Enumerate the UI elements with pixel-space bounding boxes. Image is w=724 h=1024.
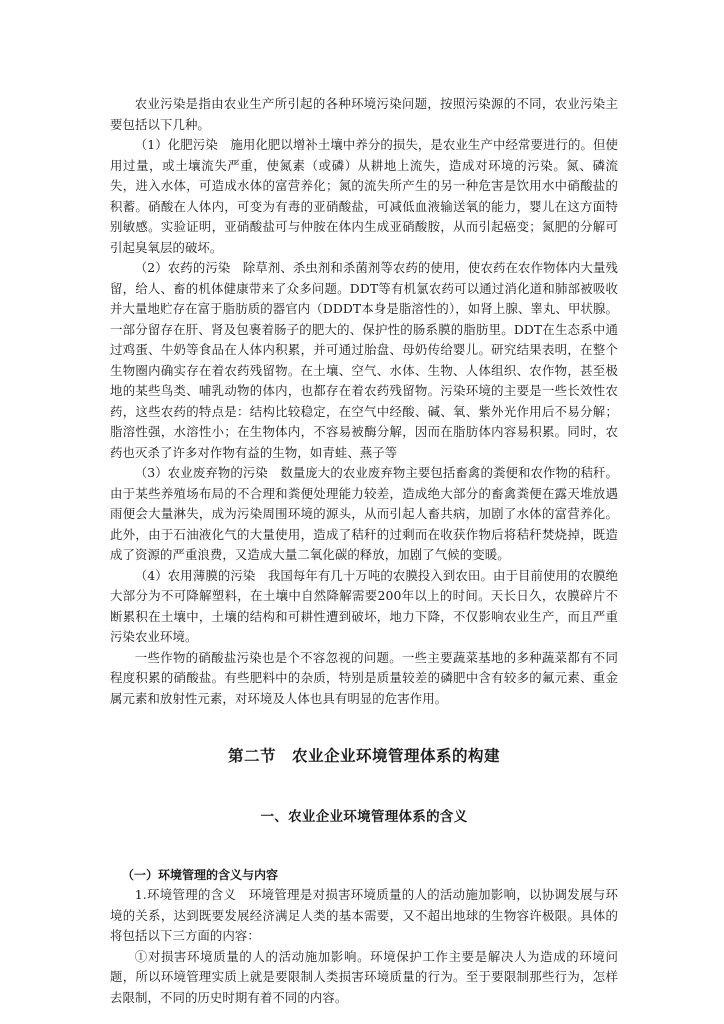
paragraph-management-definition: 1.环境管理的含义 环境管理是对损害环境质量的人的活动施加影响，以协调发展与环境的关系，达到既要发展经济满足人类的基本需要，又不超出地球的生物容许极限。具体的将包括以下三方面的内容： xyxy=(110,887,618,943)
paragraph-nitrate-pollution: 一些作物的硝酸盐污染也是个不容忽视的问题。一些主要蔬菜基地的多种蔬菜都有不同程度积累的硝酸盐。有些肥料中的杂质，特别是质量较差的磷肥中含有较多的氟元素、重金属元素和放射性元素，对环境及人体也具有明显的危害作用。 xyxy=(110,649,618,706)
subsection-title: 一、农业企业环境管理体系的含义 xyxy=(260,809,468,825)
paragraph-pesticide-pollution: （2）农药的污染 除草剂、杀虫剂和杀菌剂等农药的使用，使农药在农作物体内大量残留，给人、畜的机体健康带来了众多问题。DDT等有机氯农药可以通过消化道和肺部被吸收并大量地贮存在富于脂肪质的器官内（DDDT本身是脂溶性的），如肾上腺、睾丸、甲状腺。一部分留存在肝、肾及包裹着肠子的肥大的、保护性的肠系膜的脂肪里。DDT在生态系中通过鸡蛋、牛奶等食品在人体内积累，并可通过胎盘、母奶传给婴儿。研究结果表明，在整个生物圈内确实存在着农药残留物。在土壤、空气、水体、生物、人体组织、农作物，甚至极地的某些鸟类、哺乳动物的体内，也都存在着农药残留物。污染环境的主要是一些长效性农药，这些农药的特点是：结构比较稳定，在空气中经酸、碱、氧、紫外光作用后不易分解；脂溶性强，水溶性小；在生物体内，不容易被酶分解，因而在脂肪体内容易积累。同时，农药也灭杀了许多对作物有益的生物，如青蛙、燕子等 xyxy=(110,260,618,460)
document-body xyxy=(110,94,618,1008)
paragraph-management-item-1: ①对损害环境质量的人的活动施加影响。环境保护工作主要是解决人为造成的环境问题，所以环境管理实质上就是要限制人类损害环境质量的行为。至于要限制那些行为，怎样去限制，不同的历史时期有着不同的内容。 xyxy=(110,948,618,1005)
paragraph-fertilizer-pollution: （1）化肥污染 施用化肥以增补土壤中养分的损失，是农业生产中经常要进行的。但使用过量，或土壤流失严重，使氮素（或磷）从耕地上流失，造成对环境的污染。氮、磷流失，进入水体，可造成水体的富营养化；氮的流失所产生的另一种危害是饮用水中硝酸盐的积蓄。硝酸在人体内，可变为有毒的亚硝酸盐，可减低血液输送氧的能力，婴儿在这方面特别敏感。实验证明，亚硝酸盐可与仲胺在体内生成亚硝酸胺，从而引起癌变；氮肥的分解可引起臭氧层的破坏。 xyxy=(110,137,618,255)
paragraph-waste-pollution: （3）农业废弃物的污染 数量庞大的农业废弃物主要包括畜禽的粪便和农作物的秸秆。由于某些养殖场布局的不合理和粪便处理能力较差，造成绝大部分的畜禽粪便在露天堆放遇雨便会大量淋失，成为污染周围环境的源头，从而引起人畜共病，加剧了水体的富营养化。此外，由于石油液化气的大量使用，造成了秸秆的过剩而在收获作物后将秸秆焚烧掉，既造成了资源的严重浪费，又造成大量二氧化碳的释放，加剧了气候的变暖。 xyxy=(110,465,618,562)
paragraph-intro: 农业污染是指由农业生产所引起的各种环境污染问题，按照污染源的不同，农业污染主要包括以下几种。 xyxy=(110,96,618,132)
section-title: 第二节 农业企业环境管理体系的构建 xyxy=(227,747,500,765)
minor-title: （一）环境管理的含义与内容 xyxy=(122,868,279,882)
paragraph-film-pollution: （4）农用薄膜的污染 我国每年有几十万吨的农膜投入到农田。由于目前使用的农膜绝大部分为不可降解塑料，在土壤中自然降解需要200年以上的时间。天长日久，农膜碎片不断累积在土壤中，土壤的结构和可耕性遭到破坏，地力下降，不仅影响农业生产，而且严重污染农业环境。 xyxy=(110,567,618,644)
